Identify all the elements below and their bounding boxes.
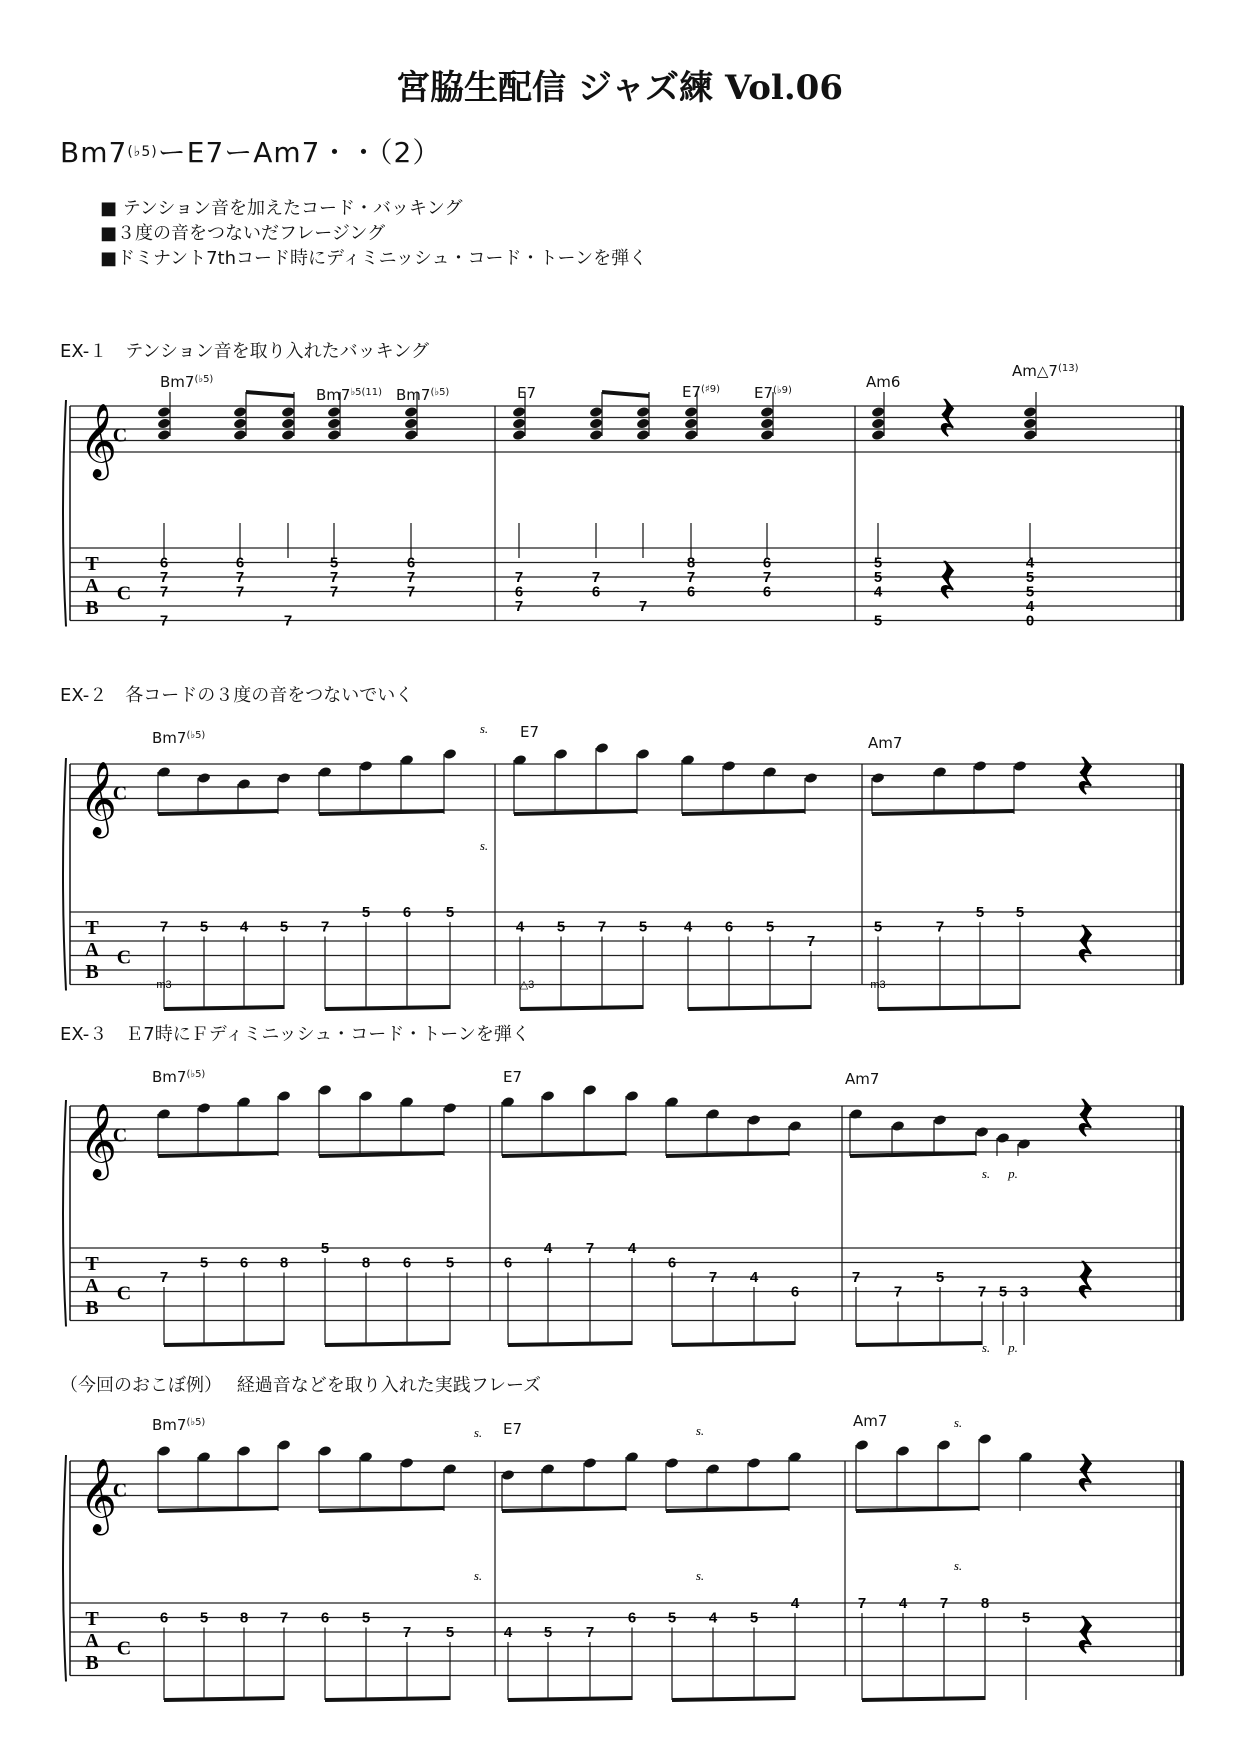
tab-beam xyxy=(878,1007,1020,1009)
beam xyxy=(682,811,805,814)
notehead xyxy=(665,1457,679,1469)
notehead xyxy=(937,1439,951,1451)
tab-beam xyxy=(325,1343,450,1345)
tab-fret-number: 7 xyxy=(406,569,416,586)
tab-letter-A: A xyxy=(84,1275,100,1297)
ex2-chord-3: Am7 xyxy=(868,734,903,752)
tab-fret-number: 7 xyxy=(939,1595,949,1612)
tab-fret-number: 8 xyxy=(279,1254,289,1272)
quarter-rest-icon: 𝄽 xyxy=(1075,909,1095,983)
notehead xyxy=(760,406,774,418)
tab-fret-number: 4 xyxy=(790,1595,800,1612)
notehead xyxy=(595,742,609,754)
notehead xyxy=(281,417,295,429)
notehead xyxy=(318,766,332,778)
subtitle-chord-1: Bm7 xyxy=(60,136,128,169)
tab-beam xyxy=(325,1007,450,1009)
tab-fret-number: 5 xyxy=(975,904,985,921)
tab-fret-number: 5 xyxy=(1025,569,1035,586)
tab-fret-number: 7 xyxy=(857,1595,867,1612)
tab-fret-number: 5 xyxy=(1025,583,1035,601)
tab-letter-B: B xyxy=(85,597,99,619)
bullet-2: ■３度の音をつないだフレージング xyxy=(100,223,386,244)
ex3-chord-3: Am7 xyxy=(845,1070,880,1088)
notehead xyxy=(636,748,650,760)
tab-fret-number: 4 xyxy=(543,1240,553,1257)
tab-fret-number: 8 xyxy=(980,1595,990,1612)
beam xyxy=(246,392,294,396)
tab-fret-number: 7 xyxy=(893,1283,903,1301)
slide-mark: s. xyxy=(981,1340,991,1355)
tab-fret-number: 6 xyxy=(790,1283,800,1301)
notehead xyxy=(157,429,171,441)
tab-fret-number: 4 xyxy=(503,1624,513,1641)
tab-fret-number: 4 xyxy=(1025,554,1035,572)
ex1-label: EX-１ テンション音を取り入れたバッキング xyxy=(60,341,430,362)
treble-clef-icon: 𝄞 xyxy=(79,404,117,478)
ex3-label: EX-３ Ｅ7時にＦディミニッシュ・コード・トーンを弾く xyxy=(60,1024,530,1045)
tab-fret-number: 6 xyxy=(159,554,169,572)
notehead xyxy=(404,417,418,429)
notehead xyxy=(804,772,818,784)
tab-beam xyxy=(672,1698,795,1700)
tab-beam xyxy=(520,1007,643,1009)
tab-fret-number: 7 xyxy=(638,598,648,615)
tab-fret-number: 6 xyxy=(724,918,734,936)
system-bracket xyxy=(63,1455,66,1682)
notehead xyxy=(233,417,247,429)
ex1-chord-1: $Bm7^{(♭5)}$ xyxy=(160,373,214,391)
notehead xyxy=(684,417,698,429)
beam xyxy=(158,1153,278,1156)
notehead xyxy=(684,429,698,441)
treble-clef-icon: 𝄞 xyxy=(79,762,117,836)
system-bracket xyxy=(63,758,66,991)
tab-fret-number: 6 xyxy=(239,1254,249,1272)
beam xyxy=(514,811,637,814)
notehead xyxy=(589,417,603,429)
slide-mark: s. xyxy=(695,1423,705,1438)
tab-letter-B: B xyxy=(85,1297,99,1319)
tab-letter-A: A xyxy=(84,1630,100,1652)
tab-fret-number: 5 xyxy=(935,1269,945,1286)
tab-fret-number: 7 xyxy=(159,583,169,601)
pull-off-mark: p. xyxy=(1008,1340,1018,1355)
tab-fret-number: 5 xyxy=(873,569,883,586)
beam xyxy=(666,1508,789,1511)
beam xyxy=(872,811,1014,814)
tab-fret-number: 5 xyxy=(445,1254,455,1272)
notehead xyxy=(277,1439,291,1451)
notehead xyxy=(157,1445,171,1457)
notehead xyxy=(281,406,295,418)
notehead xyxy=(1023,429,1037,441)
notehead xyxy=(157,406,171,418)
tab-fret-number: 5 xyxy=(361,904,371,921)
notehead xyxy=(1017,1138,1031,1150)
bullet-3: ■ドミナント7thコード時にディミニッシュ・コード・トーンを弾く xyxy=(100,248,648,269)
tab-fret-number: 6 xyxy=(762,583,772,601)
notehead xyxy=(359,1090,373,1102)
beam xyxy=(850,1153,976,1156)
notehead xyxy=(722,760,736,772)
system-bracket xyxy=(63,400,66,627)
ex1-chord-6: $E7^{(♭9)}$ xyxy=(754,384,792,402)
tab-fret-number: 7 xyxy=(514,598,524,615)
beam xyxy=(602,392,649,396)
ex1-chord-7: Am6 xyxy=(866,373,901,391)
ex1-chord-2: $Bm7^{♭5(11)}$ xyxy=(316,386,383,404)
tab-fret-number: 6 xyxy=(406,554,416,572)
tab-fret-number: 7 xyxy=(159,918,169,936)
beam xyxy=(158,1508,278,1511)
slide-mark: s. xyxy=(953,1558,963,1573)
treble-clef-icon: 𝄞 xyxy=(79,1459,117,1533)
interval-label: △3 xyxy=(519,979,535,991)
slide-mark: s. xyxy=(479,721,489,736)
notehead xyxy=(933,1114,947,1126)
tab-fret-number: 7 xyxy=(283,612,293,630)
notehead xyxy=(871,429,885,441)
tab-fret-number: 6 xyxy=(503,1254,513,1272)
ex2-chord-1: $Bm7^{(♭5)}$ xyxy=(152,729,206,747)
tab-fret-number: 7 xyxy=(402,1624,412,1641)
notehead xyxy=(871,772,885,784)
tab-fret-number: 5 xyxy=(638,918,648,936)
quarter-rest-icon: 𝄽 xyxy=(937,383,957,457)
notehead xyxy=(849,1108,863,1120)
notehead xyxy=(233,406,247,418)
tab-fret-number: 5 xyxy=(765,918,775,936)
tab-fret-number: 6 xyxy=(402,1254,412,1272)
tab-fret-number: 5 xyxy=(873,612,883,630)
notehead xyxy=(359,760,373,772)
tab-fret-number: 5 xyxy=(873,554,883,572)
tab-beam xyxy=(164,1698,284,1700)
notehead xyxy=(973,760,987,772)
tab-fret-number: 5 xyxy=(329,554,339,572)
notehead xyxy=(706,1108,720,1120)
quarter-rest-icon: 𝄽 xyxy=(1075,1438,1095,1512)
notehead xyxy=(512,429,526,441)
tab-fret-number: 7 xyxy=(806,933,816,950)
notehead xyxy=(636,429,650,441)
tab-fret-number: 7 xyxy=(977,1283,987,1301)
notehead xyxy=(1023,417,1037,429)
tab-fret-number: 7 xyxy=(329,569,339,586)
tab-fret-number: 7 xyxy=(585,1240,595,1257)
quarter-rest-icon: 𝄽 xyxy=(1075,741,1095,815)
tab-fret-number: 6 xyxy=(627,1609,637,1627)
tab-fret-number: 5 xyxy=(543,1624,553,1641)
tab-letter-T: T xyxy=(85,917,99,939)
time-signature: C xyxy=(112,782,128,805)
tab-fret-number: 7 xyxy=(235,583,245,601)
ex1-chord-8: Am△7$^{(13)}$ xyxy=(1012,362,1079,380)
notehead xyxy=(404,429,418,441)
tab-fret-number: 7 xyxy=(320,918,330,936)
notehead xyxy=(237,1445,251,1457)
tab-fret-number: 7 xyxy=(406,583,416,601)
tab-fret-number: 6 xyxy=(514,583,524,601)
notehead xyxy=(327,429,341,441)
beam xyxy=(158,811,278,814)
tab-fret-number: 7 xyxy=(686,569,696,586)
pull-off-mark: p. xyxy=(1008,1166,1018,1181)
notehead xyxy=(443,748,457,760)
tab-fret-number: 5 xyxy=(998,1283,1008,1301)
notehead xyxy=(871,417,885,429)
system-bracket xyxy=(63,1100,66,1327)
notehead xyxy=(760,417,774,429)
tab-time-signature: C xyxy=(116,1282,132,1305)
ex4-chord-2: E7 xyxy=(503,1420,523,1438)
slide-mark: s. xyxy=(473,1425,483,1440)
notehead xyxy=(975,1126,989,1138)
tab-fret-number: 5 xyxy=(199,918,209,936)
tab-fret-number: 5 xyxy=(1021,1609,1031,1627)
tab-fret-number: 5 xyxy=(199,1254,209,1272)
notehead xyxy=(706,1463,720,1475)
tab-letter-A: A xyxy=(84,939,100,961)
notehead xyxy=(512,406,526,418)
notehead xyxy=(760,429,774,441)
tab-fret-number: 6 xyxy=(686,583,696,601)
tab-fret-number: 6 xyxy=(402,904,412,921)
tab-fret-number: 7 xyxy=(514,569,524,586)
notehead xyxy=(896,1445,910,1457)
beam xyxy=(666,1153,789,1156)
tab-fret-number: 4 xyxy=(239,918,249,936)
tab-fret-number: 4 xyxy=(627,1240,637,1257)
notehead xyxy=(512,417,526,429)
tab-fret-number: 4 xyxy=(1025,598,1035,615)
tab-fret-number: 6 xyxy=(667,1254,677,1272)
page-title: 宮脇生配信 ジャズ練 Vol.06 xyxy=(396,68,843,108)
tab-fret-number: 7 xyxy=(159,1269,169,1286)
tab-fret-number: 4 xyxy=(683,918,693,936)
time-signature: C xyxy=(112,424,128,447)
ex2-chord-2: E7 xyxy=(520,723,540,741)
tab-fret-number: 0 xyxy=(1025,612,1035,630)
tab-fret-number: 4 xyxy=(708,1609,718,1627)
ex1-chord-4: E7 xyxy=(517,384,537,402)
tab-time-signature: C xyxy=(116,946,132,969)
quarter-rest-icon: 𝄽 xyxy=(1075,1083,1095,1157)
notehead xyxy=(233,429,247,441)
tab-fret-number: 6 xyxy=(235,554,245,572)
notehead xyxy=(281,429,295,441)
notehead xyxy=(541,1463,555,1475)
notehead xyxy=(747,1457,761,1469)
tab-fret-number: 7 xyxy=(159,612,169,630)
tab-beam xyxy=(688,1007,811,1009)
slide-mark: s. xyxy=(473,1568,483,1583)
notehead xyxy=(891,1120,905,1132)
tab-fret-number: 4 xyxy=(898,1595,908,1612)
tab-fret-number: 8 xyxy=(686,554,696,572)
notehead xyxy=(443,1463,457,1475)
bullet-1: ■ テンション音を加えたコード・バッキング xyxy=(100,198,463,219)
beam xyxy=(856,1508,979,1511)
notehead xyxy=(327,406,341,418)
tab-fret-number: 6 xyxy=(762,554,772,572)
notehead xyxy=(589,406,603,418)
notehead xyxy=(978,1433,992,1445)
ex3-chord-2: E7 xyxy=(503,1068,523,1086)
tab-fret-number: 5 xyxy=(556,918,566,936)
notehead xyxy=(554,748,568,760)
notehead xyxy=(583,1457,597,1469)
notehead xyxy=(157,1108,171,1120)
tab-fret-number: 4 xyxy=(873,583,883,601)
tab-fret-number: 7 xyxy=(851,1269,861,1286)
tab-fret-number: 7 xyxy=(329,583,339,601)
treble-clef-icon: 𝄞 xyxy=(79,1104,117,1178)
ex4-label: （今回のおこぼ例） 経過音などを取り入れた実践フレーズ xyxy=(60,1375,542,1396)
tab-fret-number: 4 xyxy=(749,1269,759,1286)
notehead xyxy=(400,1457,414,1469)
notehead xyxy=(404,406,418,418)
notehead xyxy=(157,417,171,429)
tab-fret-number: 5 xyxy=(873,918,883,936)
notehead xyxy=(157,766,171,778)
notehead xyxy=(996,1132,1010,1144)
tab-letter-B: B xyxy=(85,961,99,983)
tab-fret-number: 7 xyxy=(585,1624,595,1641)
tab-fret-number: 7 xyxy=(597,918,607,936)
notehead xyxy=(788,1120,802,1132)
tab-fret-number: 8 xyxy=(239,1609,249,1627)
tab-fret-number: 5 xyxy=(445,904,455,921)
interval-label: m3 xyxy=(870,979,886,991)
slide-mark: s. xyxy=(479,838,489,853)
notehead xyxy=(277,1090,291,1102)
notehead xyxy=(636,417,650,429)
tab-fret-number: 6 xyxy=(159,1609,169,1627)
slide-mark: s. xyxy=(695,1568,705,1583)
notehead xyxy=(541,1090,555,1102)
quarter-rest-icon: 𝄽 xyxy=(937,545,957,619)
ex1-chord-5: $E7^{(♯9)}$ xyxy=(682,383,721,401)
tab-fret-number: 5 xyxy=(667,1609,677,1627)
tab-fret-number: 7 xyxy=(762,569,772,586)
notehead xyxy=(1013,760,1027,772)
notehead xyxy=(763,766,777,778)
tab-fret-number: 5 xyxy=(361,1609,371,1627)
interval-label: m3 xyxy=(156,979,172,991)
tab-beam xyxy=(325,1698,450,1700)
tab-letter-A: A xyxy=(84,575,100,597)
notehead xyxy=(684,406,698,418)
notehead xyxy=(583,1084,597,1096)
tab-fret-number: 7 xyxy=(235,569,245,586)
notehead xyxy=(318,1445,332,1457)
tab-fret-number: 5 xyxy=(199,1609,209,1627)
tab-fret-number: 7 xyxy=(279,1609,289,1627)
tab-time-signature: C xyxy=(116,582,132,605)
notehead xyxy=(871,406,885,418)
ex3-chord-1: $Bm7^{(♭5)}$ xyxy=(152,1068,206,1086)
notehead xyxy=(589,429,603,441)
tab-fret-number: 5 xyxy=(279,918,289,936)
notehead xyxy=(625,1090,639,1102)
time-signature: C xyxy=(112,1479,128,1502)
tab-fret-number: 6 xyxy=(320,1609,330,1627)
notehead xyxy=(197,772,211,784)
tab-fret-number: 4 xyxy=(515,918,525,936)
notehead xyxy=(443,1102,457,1114)
notehead xyxy=(855,1439,869,1451)
quarter-rest-icon: 𝄽 xyxy=(1075,1245,1095,1319)
ex2-label: EX-２ 各コードの３度の音をつないでいく xyxy=(60,685,414,706)
tab-letter-T: T xyxy=(85,1608,99,1630)
tab-beam xyxy=(508,1698,632,1700)
tab-fret-number: 7 xyxy=(935,918,945,936)
beam xyxy=(319,1153,444,1156)
notehead xyxy=(636,406,650,418)
beam xyxy=(319,1508,444,1511)
ex1-chord-3: $Bm7^{(♭5)}$ xyxy=(396,386,450,404)
ex4-chord-1: $Bm7^{(♭5)}$ xyxy=(152,1416,206,1434)
notehead xyxy=(747,1114,761,1126)
tab-letter-T: T xyxy=(85,1253,99,1275)
ex4-chord-3: Am7 xyxy=(853,1412,888,1430)
notehead xyxy=(1023,406,1037,418)
tab-fret-number: 8 xyxy=(361,1254,371,1272)
tab-time-signature: C xyxy=(116,1637,132,1660)
tab-fret-number: 3 xyxy=(1019,1283,1029,1301)
beam xyxy=(502,1153,626,1156)
tab-beam xyxy=(508,1343,632,1345)
notehead xyxy=(327,417,341,429)
notehead xyxy=(318,1084,332,1096)
tab-fret-number: 7 xyxy=(159,569,169,586)
notehead xyxy=(501,1469,515,1481)
notehead xyxy=(197,1102,211,1114)
notehead xyxy=(277,772,291,784)
tab-fret-number: 5 xyxy=(445,1624,455,1641)
subtitle-chord-1-sup: (♭5) xyxy=(127,144,158,160)
tab-beam xyxy=(164,1007,284,1009)
tab-letter-B: B xyxy=(85,1652,99,1674)
tab-beam xyxy=(672,1343,795,1345)
tab-fret-number: 5 xyxy=(320,1240,330,1257)
beam xyxy=(319,811,444,814)
quarter-rest-icon: 𝄽 xyxy=(1075,1600,1095,1674)
time-signature: C xyxy=(112,1124,128,1147)
tab-fret-number: 5 xyxy=(749,1609,759,1627)
tab-letter-T: T xyxy=(85,553,99,575)
tab-fret-number: 6 xyxy=(591,583,601,601)
tab-fret-number: 5 xyxy=(1015,904,1025,921)
tab-fret-number: 7 xyxy=(708,1269,718,1286)
notehead xyxy=(933,766,947,778)
tab-beam xyxy=(856,1343,982,1345)
tab-beam xyxy=(164,1343,284,1345)
beam xyxy=(502,1508,626,1511)
tab-fret-number: 7 xyxy=(591,569,601,586)
slide-mark: s. xyxy=(953,1415,963,1430)
notehead xyxy=(237,778,251,790)
tab-beam xyxy=(862,1698,985,1700)
slide-mark: s. xyxy=(981,1166,991,1181)
subtitle-rest: ーE7ーAm7・・（2） xyxy=(157,136,442,169)
